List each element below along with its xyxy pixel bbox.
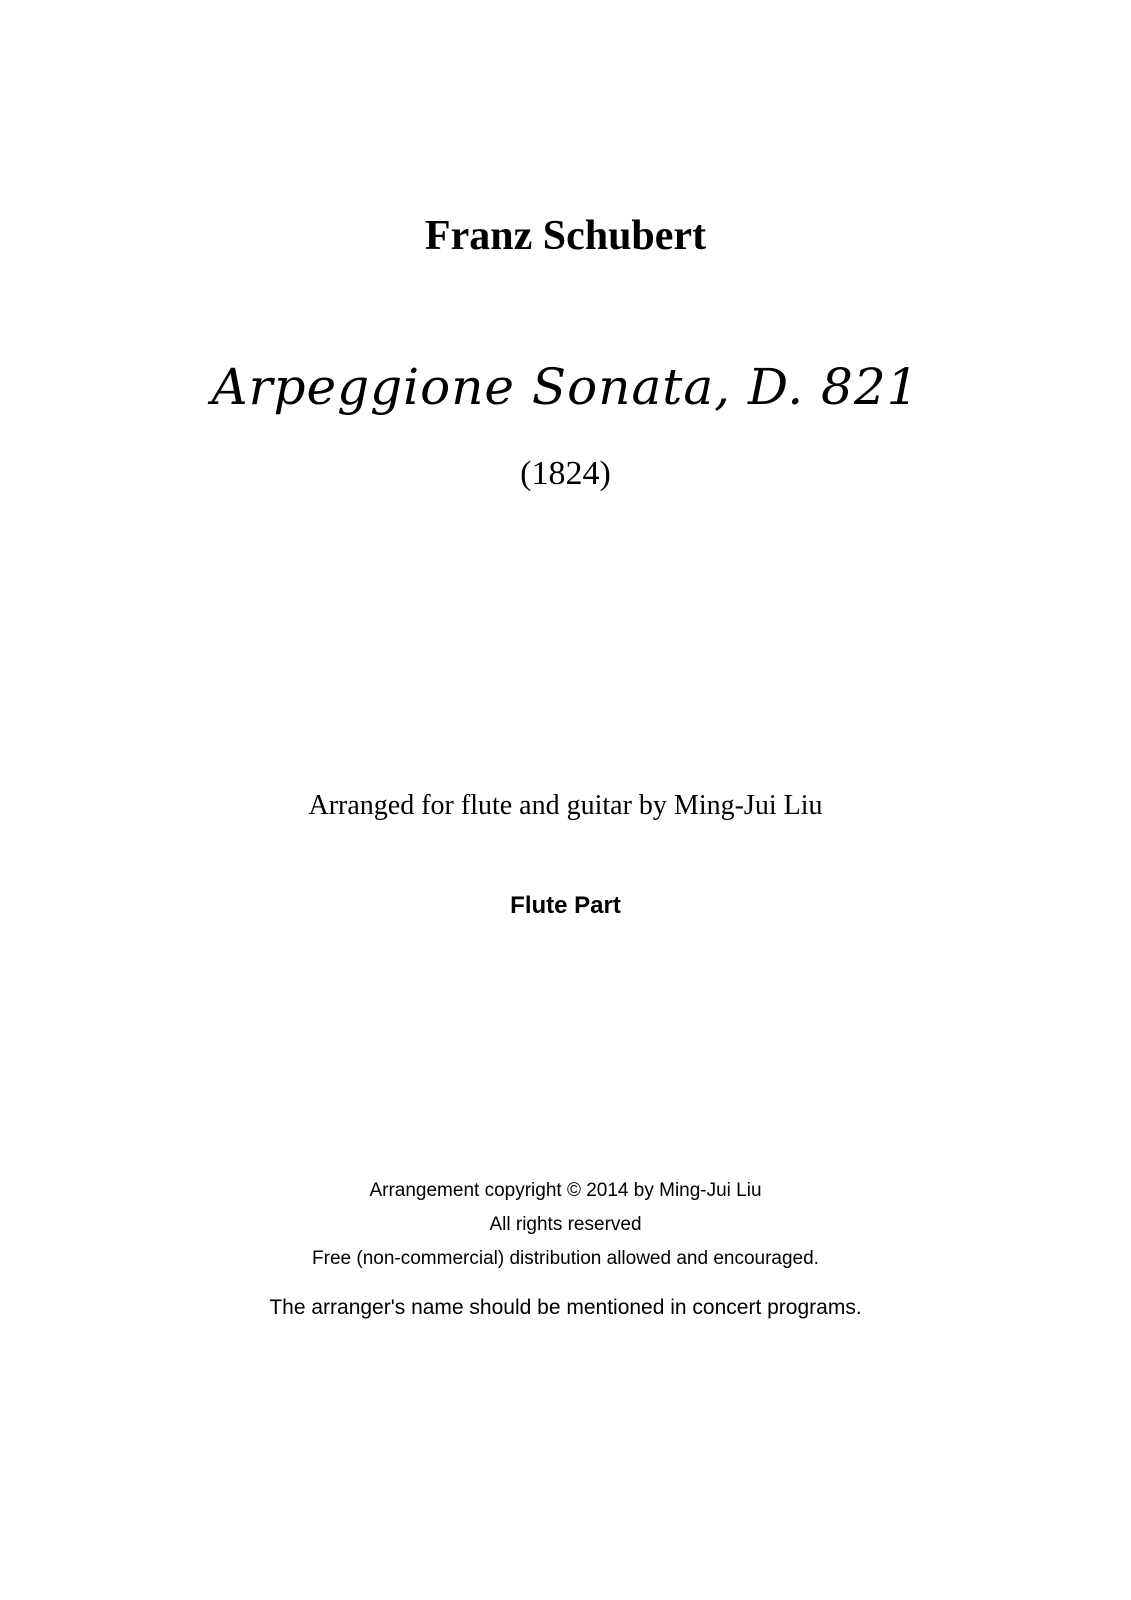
concert-program-note: The arranger's name should be mentioned in concert programs. [269, 1296, 862, 1319]
composition-year: (1824) [520, 455, 611, 492]
part-label: Flute Part [510, 892, 621, 919]
rights-notice: All rights reserved [489, 1214, 642, 1235]
composer-name: Franz Schubert [424, 213, 707, 259]
distribution-notice: Free (non-commercial) distribution allowed and encouraged. [312, 1248, 819, 1269]
work-title: Arpeggione Sonata, D. 821 [211, 358, 920, 416]
arrangement-credit: Arranged for flute and guitar by Ming-Jui Liu [308, 790, 823, 821]
copyright-notice: Arrangement copyright © 2014 by Ming-Jui Liu [369, 1180, 762, 1201]
